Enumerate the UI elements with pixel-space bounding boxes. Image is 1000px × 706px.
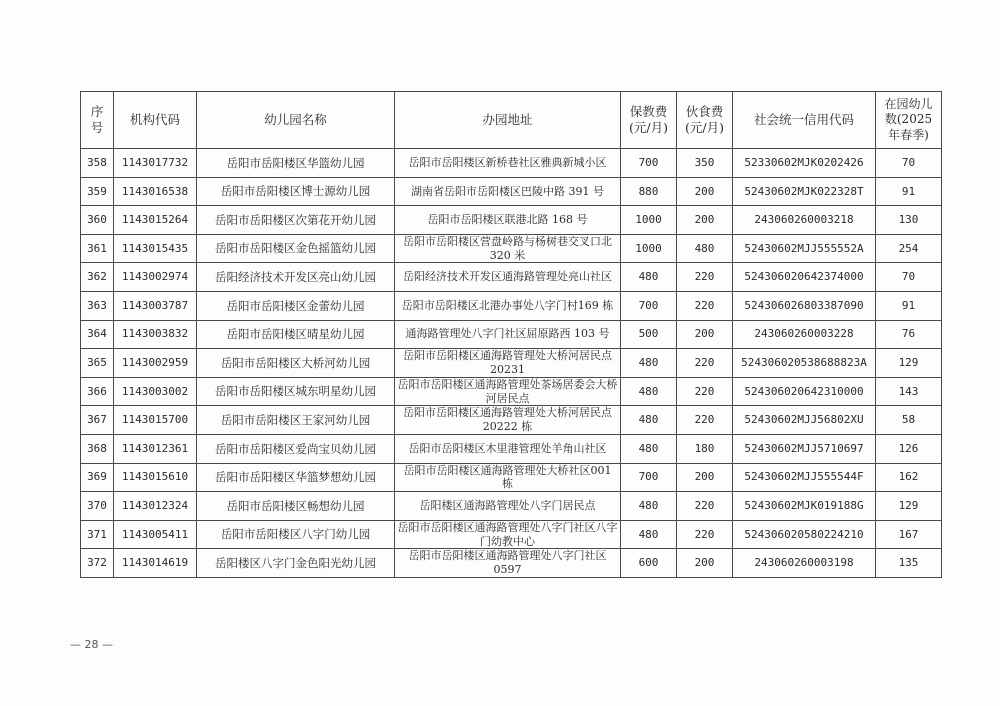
table-row	[81, 234, 942, 263]
cell-seq: 366	[81, 377, 114, 406]
table-row	[81, 206, 942, 235]
cell-meal-fee: 220	[677, 349, 733, 378]
cell-meal-fee: 480	[677, 234, 733, 263]
cell-kids-count: 167	[876, 520, 942, 549]
cell-credit-code: 243060260003218	[733, 206, 876, 235]
cell-care-fee: 700	[621, 291, 677, 320]
cell-kindergarten-name: 岳阳市岳阳楼区城东明星幼儿园	[197, 377, 395, 406]
cell-care-fee: 880	[621, 177, 677, 206]
cell-kids-count: 126	[876, 434, 942, 463]
cell-kids-count: 91	[876, 177, 942, 206]
cell-org-code: 1143005411	[114, 520, 197, 549]
cell-address: 岳阳市岳阳楼区联港北路 168 号	[395, 206, 621, 235]
cell-org-code: 1143016538	[114, 177, 197, 206]
cell-care-fee: 480	[621, 377, 677, 406]
header-address: 办园地址	[395, 92, 621, 149]
cell-care-fee: 700	[621, 463, 677, 492]
cell-seq: 368	[81, 434, 114, 463]
cell-kindergarten-name: 岳阳市岳阳楼区晴星幼儿园	[197, 320, 395, 349]
cell-kindergarten-name: 岳阳市岳阳楼区博士源幼儿园	[197, 177, 395, 206]
cell-org-code: 1143003787	[114, 291, 197, 320]
cell-address: 岳阳市岳阳楼区通海路管理处八字门社区 0597	[395, 549, 621, 578]
cell-meal-fee: 200	[677, 206, 733, 235]
cell-kindergarten-name: 岳阳市岳阳楼区金色摇篮幼儿园	[197, 234, 395, 263]
cell-kindergarten-name: 岳阳市岳阳楼区华篮梦想幼儿园	[197, 463, 395, 492]
cell-credit-code: 52430602MJJ555544F	[733, 463, 876, 492]
cell-kindergarten-name: 岳阳市岳阳楼区华篮幼儿园	[197, 149, 395, 178]
cell-seq: 359	[81, 177, 114, 206]
table-row	[81, 434, 942, 463]
cell-credit-code: 524306020642374000	[733, 263, 876, 292]
cell-care-fee: 700	[621, 149, 677, 178]
cell-meal-fee: 220	[677, 520, 733, 549]
cell-kindergarten-name: 岳阳市岳阳楼区金蕾幼儿园	[197, 291, 395, 320]
cell-care-fee: 480	[621, 263, 677, 292]
cell-seq: 365	[81, 349, 114, 378]
cell-credit-code: 243060260003198	[733, 549, 876, 578]
cell-kids-count: 143	[876, 377, 942, 406]
cell-kindergarten-name: 岳阳市岳阳楼区爱尚宝贝幼儿园	[197, 434, 395, 463]
cell-meal-fee: 180	[677, 434, 733, 463]
cell-care-fee: 1000	[621, 234, 677, 263]
cell-org-code: 1143014619	[114, 549, 197, 578]
cell-kids-count: 162	[876, 463, 942, 492]
header-code: 机构代码	[114, 92, 197, 149]
cell-credit-code: 52430602MJJ56802XU	[733, 406, 876, 435]
cell-meal-fee: 220	[677, 291, 733, 320]
cell-kindergarten-name: 岳阳市岳阳楼区王家河幼儿园	[197, 406, 395, 435]
cell-address: 岳阳市岳阳楼区营盘岭路与杨树巷交叉口北 320 米	[395, 234, 621, 263]
cell-address: 岳阳市岳阳楼区木里港管理处羊角山社区	[395, 434, 621, 463]
cell-care-fee: 480	[621, 406, 677, 435]
cell-meal-fee: 200	[677, 463, 733, 492]
cell-org-code: 1143002959	[114, 349, 197, 378]
table-header-row	[81, 92, 942, 149]
cell-kids-count: 135	[876, 549, 942, 578]
cell-kids-count: 70	[876, 149, 942, 178]
table-row	[81, 377, 942, 406]
cell-seq: 372	[81, 549, 114, 578]
cell-seq: 361	[81, 234, 114, 263]
cell-kids-count: 129	[876, 492, 942, 521]
cell-kindergarten-name: 岳阳市岳阳楼区八字门幼儿园	[197, 520, 395, 549]
table-row	[81, 406, 942, 435]
cell-address: 岳阳楼区通海路管理处八字门居民点	[395, 492, 621, 521]
cell-seq: 363	[81, 291, 114, 320]
page-number: — 28 —	[70, 638, 113, 651]
table-body	[81, 149, 942, 578]
cell-kids-count: 58	[876, 406, 942, 435]
cell-meal-fee: 200	[677, 549, 733, 578]
cell-org-code: 1143015435	[114, 234, 197, 263]
kindergarten-table	[80, 91, 942, 578]
cell-kids-count: 129	[876, 349, 942, 378]
table-row	[81, 149, 942, 178]
cell-address: 岳阳市岳阳楼区通海路管理处茶场居委会大桥河居民点	[395, 377, 621, 406]
cell-org-code: 1143012361	[114, 434, 197, 463]
table-row	[81, 320, 942, 349]
cell-care-fee: 1000	[621, 206, 677, 235]
cell-seq: 367	[81, 406, 114, 435]
cell-seq: 364	[81, 320, 114, 349]
cell-seq: 362	[81, 263, 114, 292]
table-row	[81, 520, 942, 549]
cell-org-code: 1143015264	[114, 206, 197, 235]
cell-seq: 370	[81, 492, 114, 521]
cell-credit-code: 52430602MJK022328T	[733, 177, 876, 206]
cell-credit-code: 524306020538688823A	[733, 349, 876, 378]
cell-credit-code: 52330602MJK0202426	[733, 149, 876, 178]
cell-credit-code: 52430602MJJ5710697	[733, 434, 876, 463]
cell-org-code: 1143015700	[114, 406, 197, 435]
cell-meal-fee: 200	[677, 177, 733, 206]
cell-meal-fee: 200	[677, 320, 733, 349]
cell-care-fee: 480	[621, 434, 677, 463]
cell-address: 通海路管理处八字门社区屈原路西 103 号	[395, 320, 621, 349]
cell-org-code: 1143012324	[114, 492, 197, 521]
cell-org-code: 1143017732	[114, 149, 197, 178]
cell-meal-fee: 220	[677, 492, 733, 521]
table-row	[81, 492, 942, 521]
cell-credit-code: 524306020580224210	[733, 520, 876, 549]
cell-care-fee: 480	[621, 492, 677, 521]
cell-kids-count: 76	[876, 320, 942, 349]
cell-address: 岳阳市岳阳楼区通海路管理处大桥社区001 栋	[395, 463, 621, 492]
header-meal-fee: 伙食费 (元/月)	[677, 92, 733, 149]
cell-credit-code: 243060260003228	[733, 320, 876, 349]
cell-org-code: 1143002974	[114, 263, 197, 292]
cell-address: 岳阳市岳阳楼区通海路管理处八字门社区八字门幼教中心	[395, 520, 621, 549]
cell-seq: 369	[81, 463, 114, 492]
cell-address: 岳阳市岳阳楼区新桥巷社区雅典新城小区	[395, 149, 621, 178]
cell-credit-code: 52430602MJK019188G	[733, 492, 876, 521]
cell-seq: 358	[81, 149, 114, 178]
cell-meal-fee: 220	[677, 263, 733, 292]
cell-kindergarten-name: 岳阳楼区八字门金色阳光幼儿园	[197, 549, 395, 578]
header-care-fee: 保教费 (元/月)	[621, 92, 677, 149]
cell-address: 岳阳市岳阳楼区通海路管理处大桥河居民点 20222 栋	[395, 406, 621, 435]
cell-kindergarten-name: 岳阳市岳阳楼区畅想幼儿园	[197, 492, 395, 521]
table-row	[81, 349, 942, 378]
header-credit-code: 社会统一信用代码	[733, 92, 876, 149]
cell-meal-fee: 220	[677, 377, 733, 406]
header-kids-count: 在园幼儿 数(2025 年春季)	[876, 92, 942, 149]
cell-care-fee: 480	[621, 349, 677, 378]
cell-kids-count: 70	[876, 263, 942, 292]
table-row	[81, 549, 942, 578]
cell-kids-count: 91	[876, 291, 942, 320]
cell-address: 岳阳市岳阳楼区通海路管理处大桥河居民点 20231	[395, 349, 621, 378]
cell-kids-count: 130	[876, 206, 942, 235]
cell-address: 岳阳经济技术开发区通海路管理处亮山社区	[395, 263, 621, 292]
table-row	[81, 263, 942, 292]
cell-kindergarten-name: 岳阳市岳阳楼区大桥河幼儿园	[197, 349, 395, 378]
table-row	[81, 463, 942, 492]
cell-address: 岳阳市岳阳楼区北港办事处八字门村169 栋	[395, 291, 621, 320]
cell-care-fee: 500	[621, 320, 677, 349]
cell-credit-code: 524306020642310000	[733, 377, 876, 406]
cell-kindergarten-name: 岳阳经济技术开发区亮山幼儿园	[197, 263, 395, 292]
cell-org-code: 1143015610	[114, 463, 197, 492]
table-row	[81, 177, 942, 206]
cell-address: 湖南省岳阳市岳阳楼区巴陵中路 391 号	[395, 177, 621, 206]
cell-org-code: 1143003832	[114, 320, 197, 349]
cell-care-fee: 480	[621, 520, 677, 549]
cell-meal-fee: 350	[677, 149, 733, 178]
header-seq: 序 号	[81, 92, 114, 149]
cell-care-fee: 600	[621, 549, 677, 578]
cell-org-code: 1143003002	[114, 377, 197, 406]
cell-credit-code: 524306026803387090	[733, 291, 876, 320]
header-name: 幼儿园名称	[197, 92, 395, 149]
cell-seq: 360	[81, 206, 114, 235]
cell-kindergarten-name: 岳阳市岳阳楼区次第花开幼儿园	[197, 206, 395, 235]
cell-meal-fee: 220	[677, 406, 733, 435]
cell-seq: 371	[81, 520, 114, 549]
cell-kids-count: 254	[876, 234, 942, 263]
cell-credit-code: 52430602MJJ555552A	[733, 234, 876, 263]
table-row	[81, 291, 942, 320]
